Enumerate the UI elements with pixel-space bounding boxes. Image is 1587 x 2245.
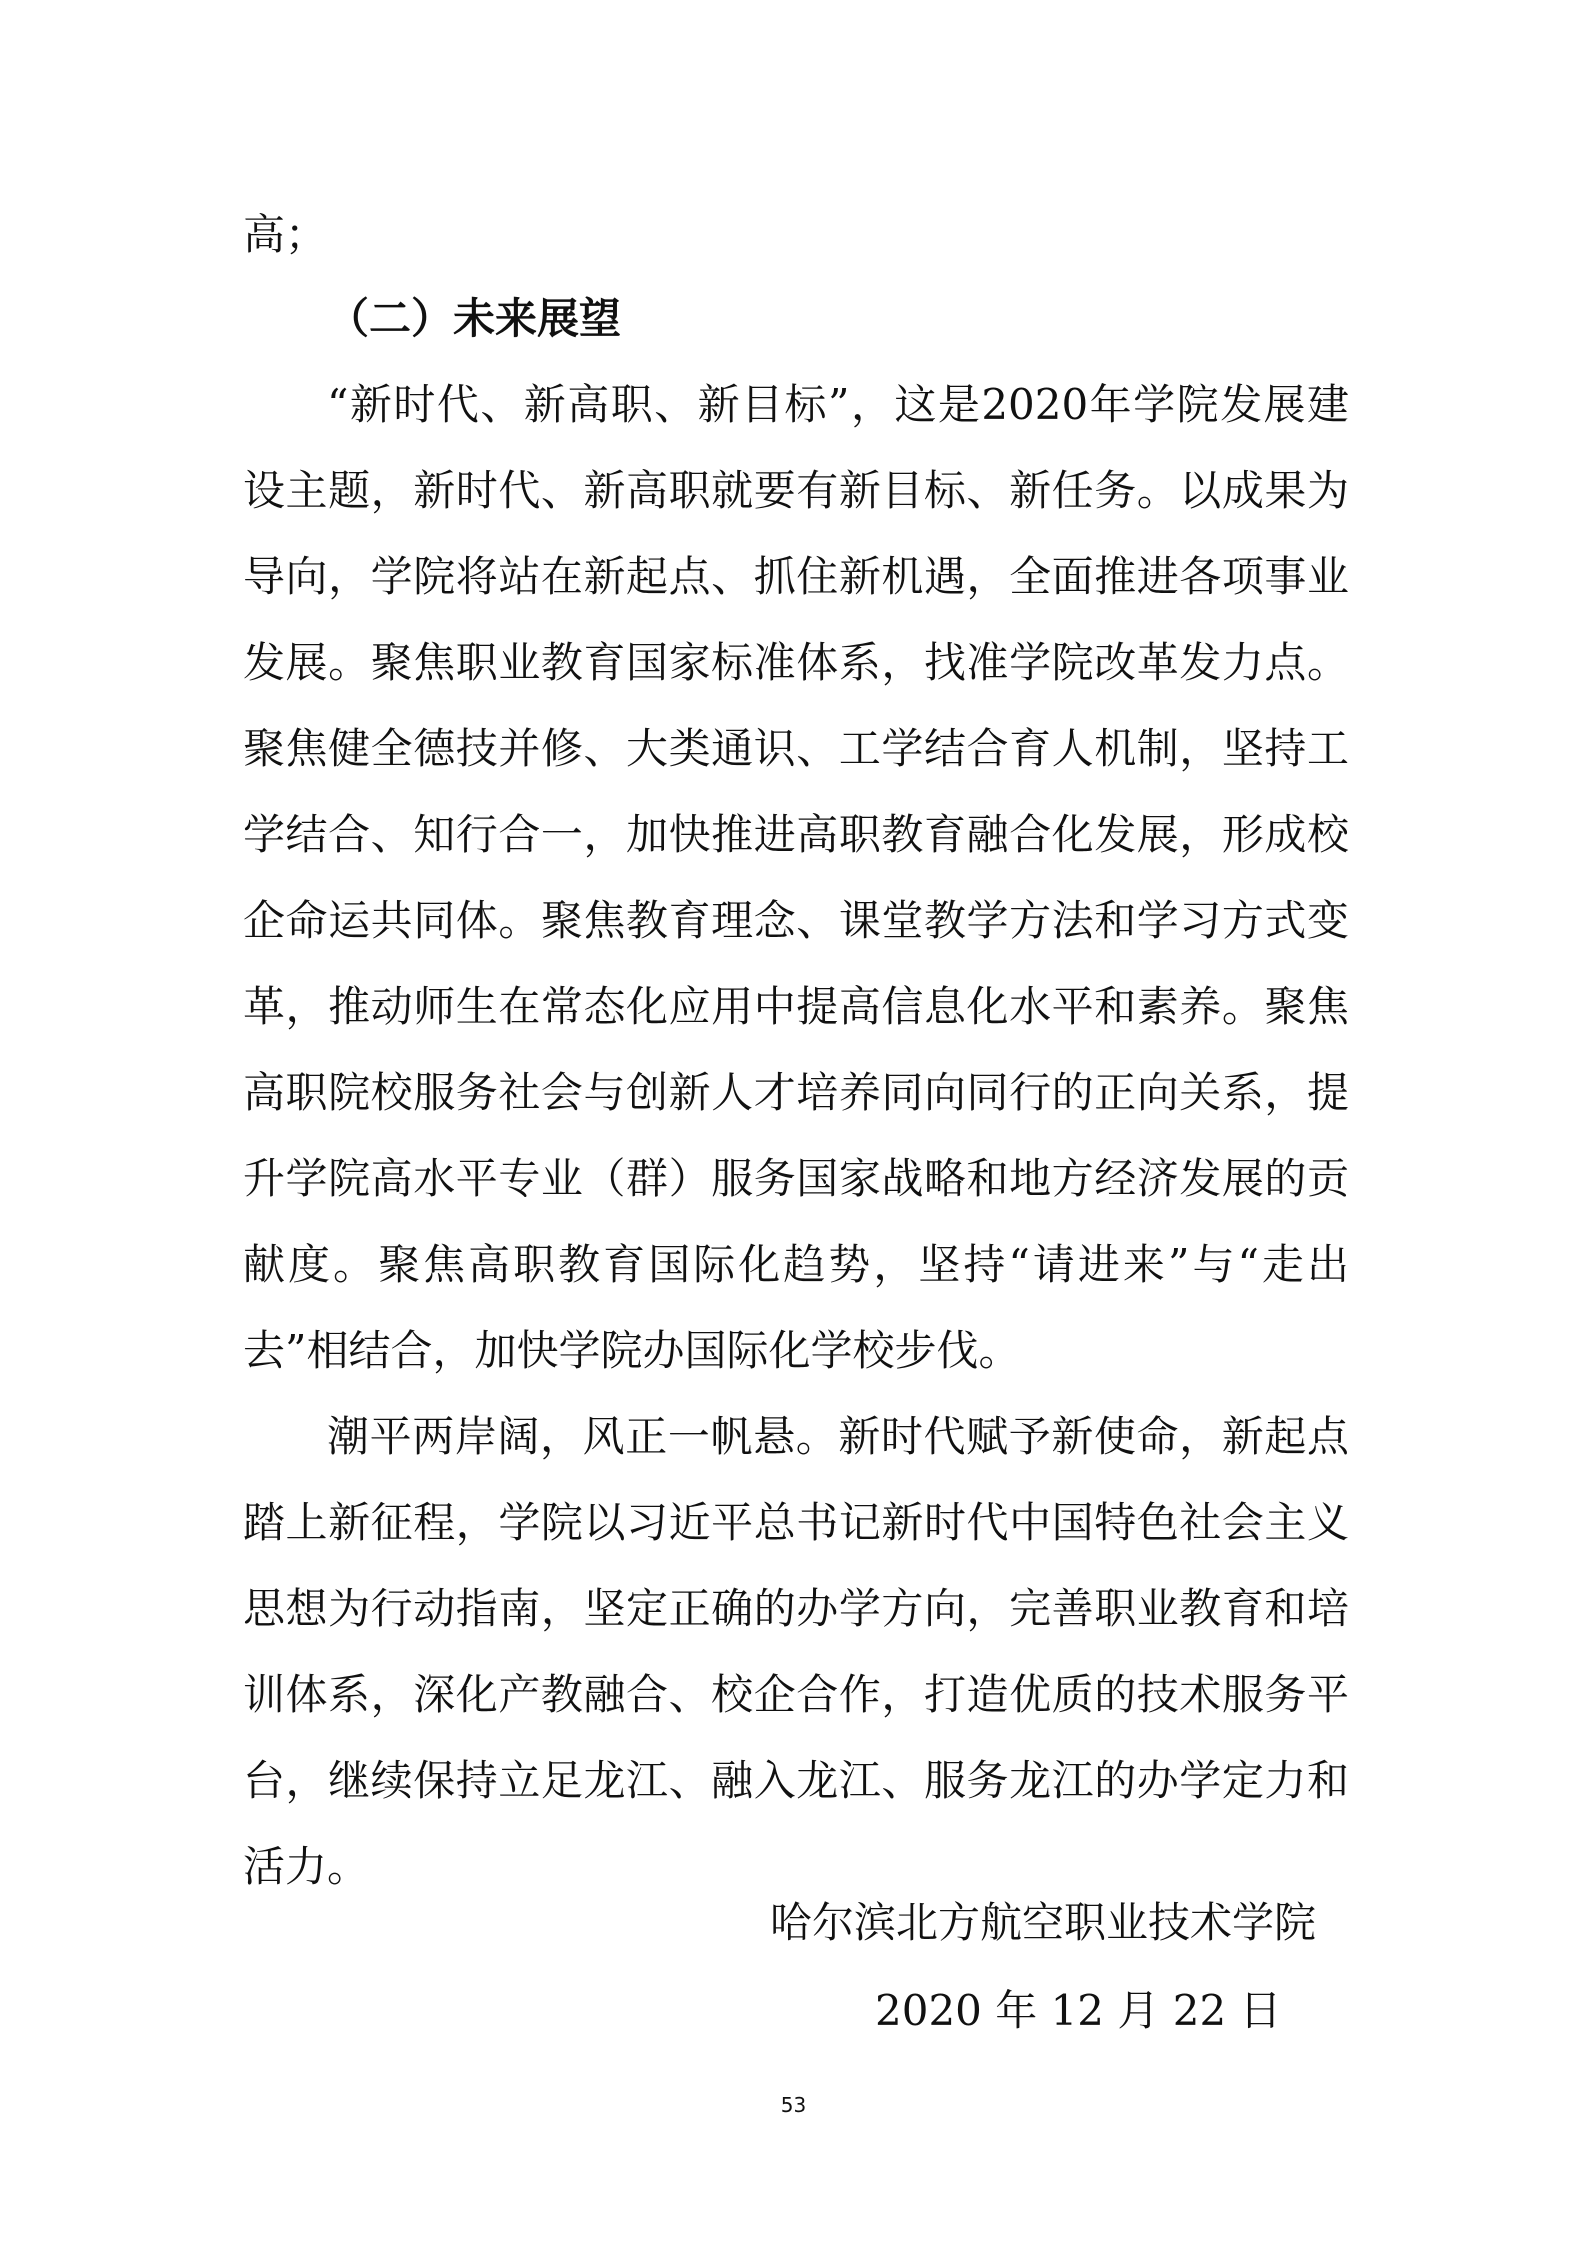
paragraph-line: 踏上新征程，学院以习近平总书记新时代中国特色社会主义 [243,1498,1349,1547]
paragraph-line: 去”相结合，加快学院办国际化学校步伐。 [243,1326,1021,1375]
signature-date: 2020 年 12 月 22 日 [875,1986,1282,2035]
section-heading: （二）未来展望 [327,294,622,343]
paragraph-line: 设主题，新时代、新高职就要有新目标、新任务。以成果为 [243,466,1349,515]
paragraph-line: 思想为行动指南，坚定正确的办学方向，完善职业教育和培 [243,1584,1349,1633]
paragraph-line: 高； [243,210,328,259]
paragraph-line: “新时代、新高职、新目标”，这是2020年学院发展建 [327,380,1349,429]
paragraph-line: 高职院校服务社会与创新人才培养同向同行的正向关系，提 [243,1068,1349,1117]
paragraph-line: 学结合、知行合一，加快推进高职教育融合化发展，形成校 [243,810,1349,859]
paragraph-line: 献度。聚焦高职教育国际化趋势，坚持“请进来”与“走出 [243,1240,1349,1289]
paragraph-line: 潮平两岸阔，风正一帆悬。新时代赋予新使命，新起点 [327,1412,1349,1461]
paragraph-line: 革，推动师生在常态化应用中提高信息化水平和素养。聚焦 [243,982,1349,1031]
page-number: 53 [780,2093,807,2117]
paragraph-line: 台，继续保持立足龙江、融入龙江、服务龙江的办学定力和 [243,1756,1349,1805]
signature-organization: 哈尔滨北方航空职业技术学院 [770,1898,1317,1947]
paragraph-line: 聚焦健全德技并修、大类通识、工学结合育人机制，坚持工 [243,724,1349,773]
paragraph-line: 升学院高水平专业（群）服务国家战略和地方经济发展的贡 [243,1154,1349,1203]
paragraph-line: 训体系，深化产教融合、校企合作，打造优质的技术服务平 [243,1670,1349,1719]
paragraph-line: 企命运共同体。聚焦教育理念、课堂教学方法和学习方式变 [243,896,1349,945]
paragraph-line: 活力。 [243,1842,370,1891]
paragraph-line: 导向，学院将站在新起点、抓住新机遇，全面推进各项事业 [243,552,1349,601]
paragraph-line: 发展。聚焦职业教育国家标准体系，找准学院改革发力点。 [243,638,1349,687]
